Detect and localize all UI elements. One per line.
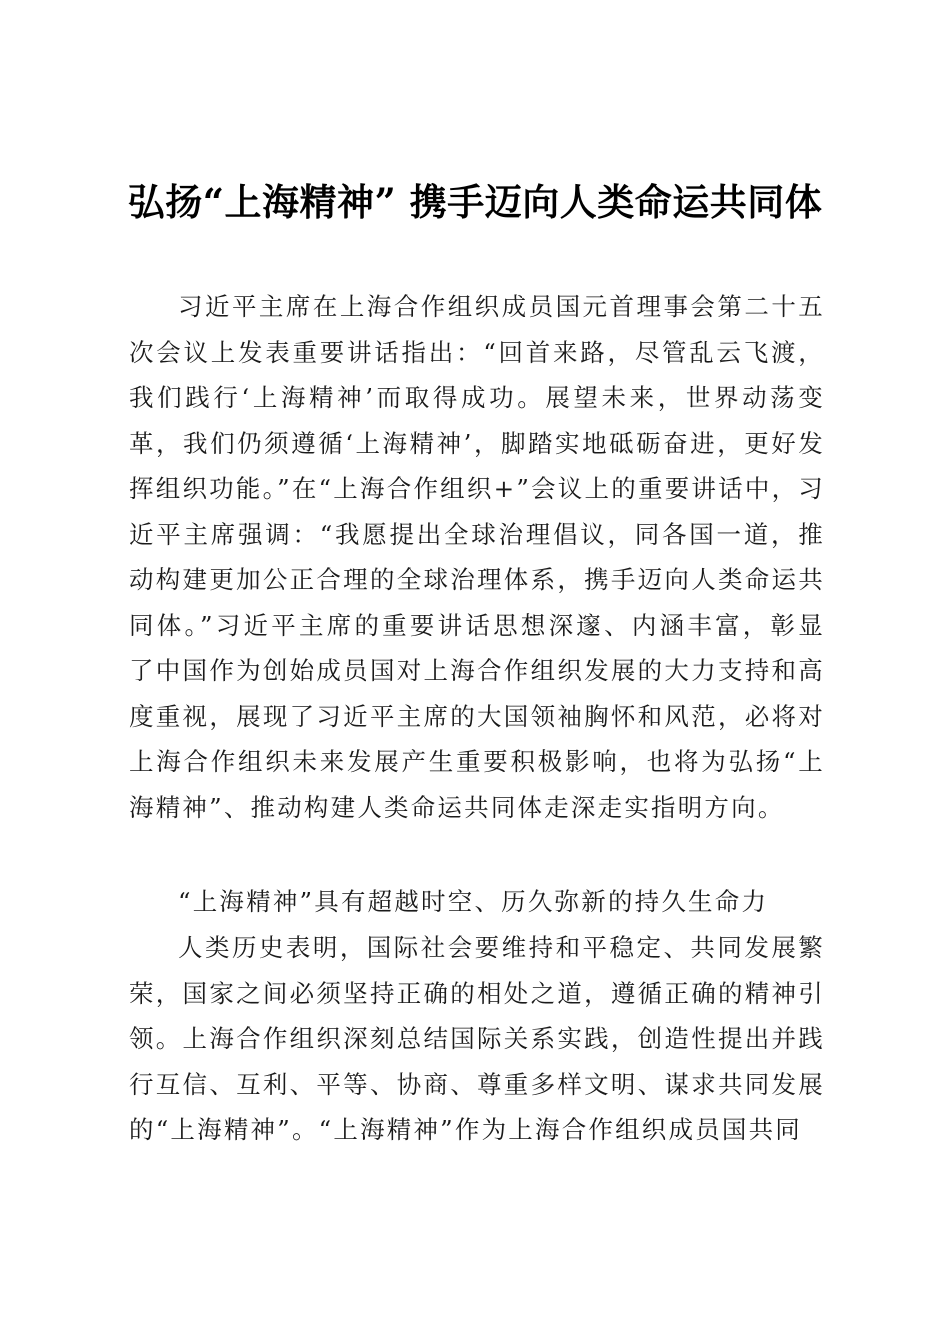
document-title: 弘扬“上海精神” 携手迈向人类命运共同体	[127, 180, 823, 224]
section-subheading: “上海精神”具有超越时空、历久弥新的持久生命力	[178, 887, 769, 916]
body-paragraph-1: 习近平主席在上海合作组织成员国元首理事会第二十五次会议上发表重要讲话指出：“回首来路，尽管乱云飞渡，我们践行‘上海精神’而取得成功。展望未来，世界动荡变革，我们仍须遵循‘上海精神’，脚踏实地砥砺奋进，更好发挥组织功能。”在“上海合作组织+”会议上的重要讲话中，习近平主席强调：“我愿提出全球治理倡议，同各国一道，推动构建更加公正合理的全球治理体系，携手迈向人类命运共同体。”习近平主席的重要讲话思想深邃、内涵丰富，彰显了中国作为创始成员国对上海合作组织发展的大力支持和高度重视，展现了习近平主席的大国领袖胸怀和风范，必将对上海合作组织未来发展产生重要积极影响，也将为弘扬“上海精神”、推动构建人类命运共同体走深走实指明方向。	[129, 292, 825, 822]
body-paragraph-2: 人类历史表明，国际社会要维持和平稳定、共同发展繁荣，国家之间必须坚持正确的相处之道，遵循正确的精神引领。上海合作组织深刻总结国际关系实践，创造性提出并践行互信、互利、平等、协商、尊重多样文明、谋求共同发展的“上海精神”。“上海精神”作为上海合作组织成员国共同	[129, 933, 825, 1144]
